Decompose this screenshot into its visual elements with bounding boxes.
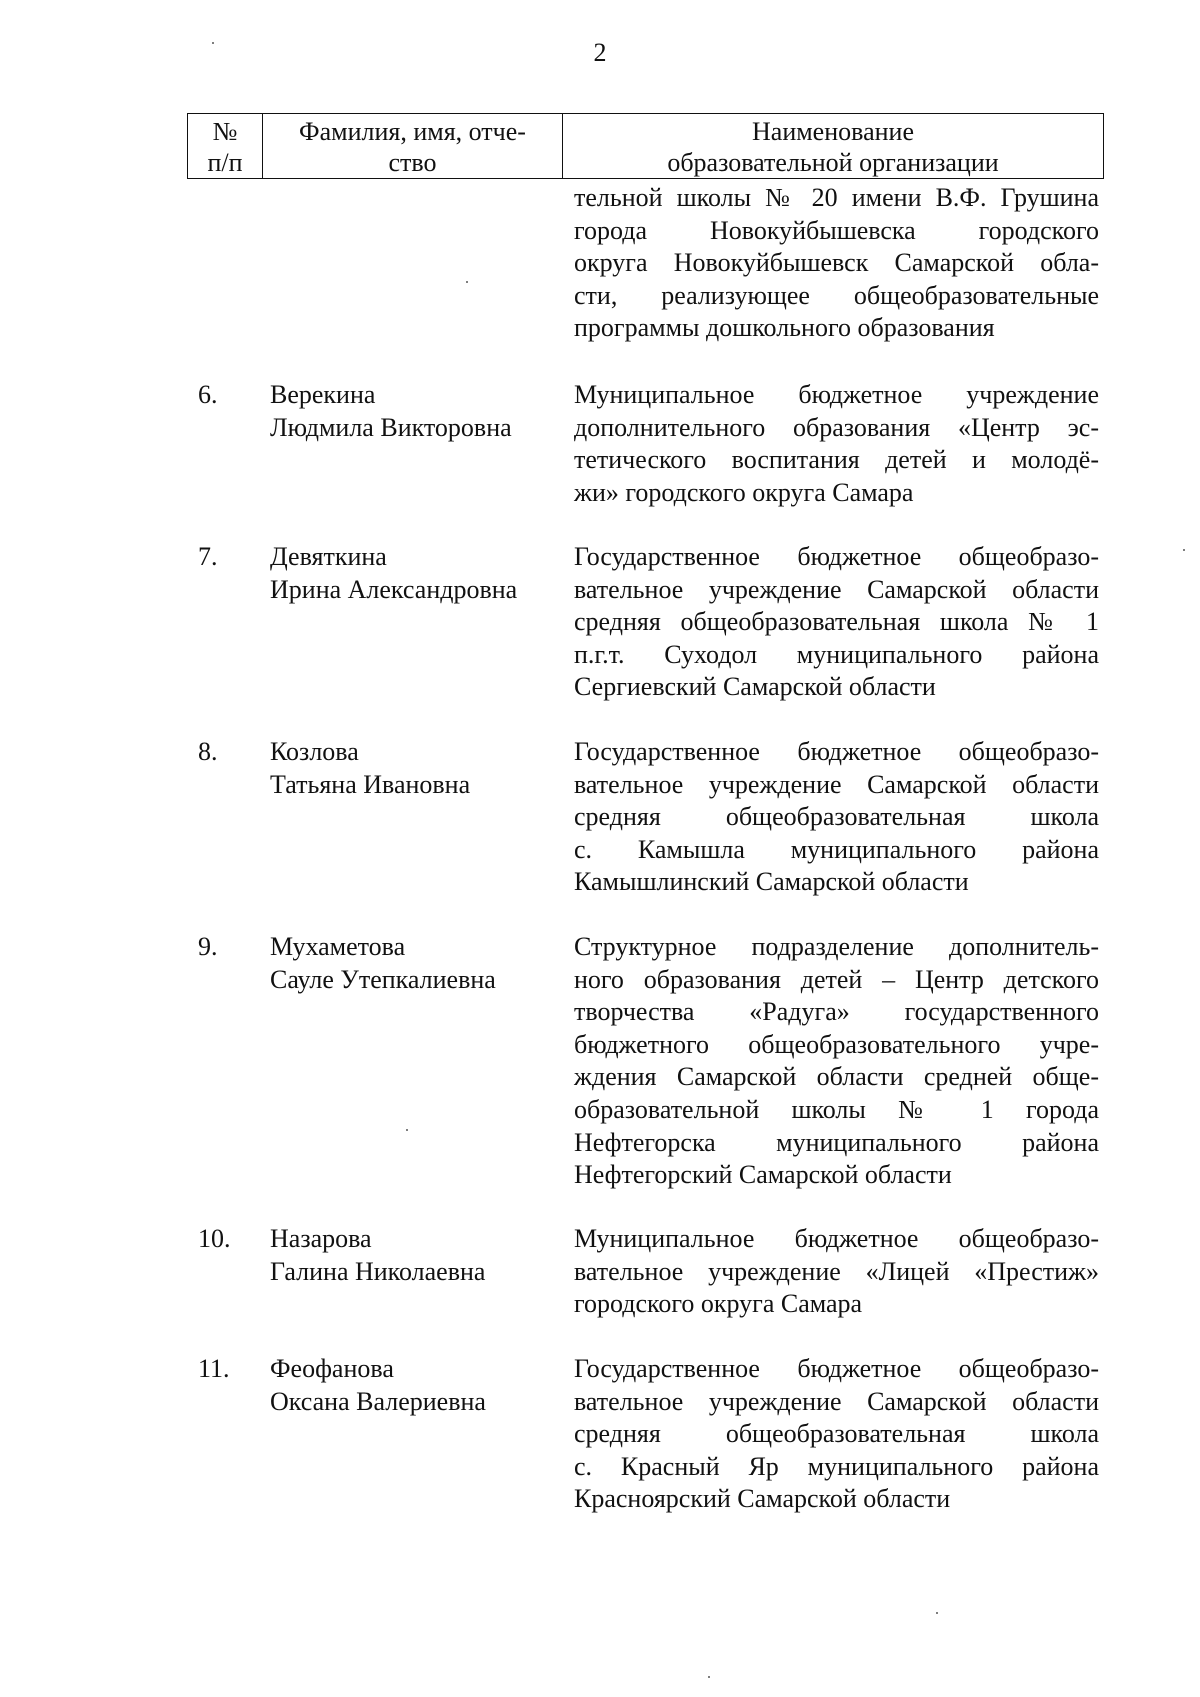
person-name bbox=[270, 379, 570, 444]
header-text: ство bbox=[388, 148, 437, 177]
text-line: образовательной школы № 1 города bbox=[574, 1094, 1099, 1124]
text-line: вательное учреждение Самарской области bbox=[574, 574, 1099, 604]
given-names: Татьяна Ивановна bbox=[270, 769, 471, 799]
header-organization-column bbox=[563, 114, 1103, 178]
organization-name bbox=[574, 1353, 1099, 1516]
text-line: средняя общеобразовательная школа bbox=[574, 1419, 1099, 1449]
text-line: п.г.т. Суходол муниципального района bbox=[574, 639, 1099, 669]
scan-speck bbox=[406, 1129, 408, 1131]
person-name bbox=[270, 1353, 570, 1418]
text-line: ного образования детей – Центр детского bbox=[574, 964, 1099, 994]
surname: Мухаметова bbox=[270, 932, 406, 961]
surname: Верекина bbox=[270, 380, 376, 409]
continuation-organization-text bbox=[574, 182, 1099, 345]
person-name bbox=[270, 541, 570, 606]
organization-name bbox=[574, 1223, 1099, 1321]
given-names: Оксана Валериевна bbox=[270, 1386, 486, 1416]
scan-speck bbox=[1183, 549, 1185, 551]
row-number: 6. bbox=[198, 380, 218, 409]
text-line: Структурное подразделение дополнитель- bbox=[574, 932, 1099, 961]
table-header bbox=[187, 113, 1104, 179]
given-names: Людмила Викторовна bbox=[270, 412, 512, 442]
person-name bbox=[270, 736, 570, 801]
text-line: с. Камышла муниципального района bbox=[574, 834, 1099, 864]
row-number: 7. bbox=[198, 542, 218, 571]
header-text: п/п bbox=[207, 148, 243, 177]
text-line: средняя общеобразовательная школа bbox=[574, 802, 1099, 832]
text-line: округа Новокуйбышевск Самарской обла- bbox=[574, 248, 1099, 278]
row-number: 9. bbox=[198, 932, 218, 961]
row-number: 11. bbox=[198, 1354, 230, 1383]
page-number: 2 bbox=[593, 38, 607, 67]
text-line: городского округа Самара bbox=[574, 1289, 863, 1319]
text-line: Красноярский Самарской области bbox=[574, 1484, 951, 1514]
row-number: 10. bbox=[198, 1224, 231, 1253]
row-number: 8. bbox=[198, 737, 218, 766]
text-line: Государственное бюджетное общеобразо- bbox=[574, 737, 1099, 766]
text-line: сти, реализующее общеобразовательные bbox=[574, 280, 1099, 310]
scan-speck bbox=[708, 1676, 710, 1678]
header-text: Фамилия, имя, отче- bbox=[299, 117, 526, 146]
text-line: Сергиевский Самарской области bbox=[574, 672, 936, 702]
given-names: Галина Николаевна bbox=[270, 1256, 486, 1286]
text-line: с. Красный Яр муниципального района bbox=[574, 1451, 1099, 1481]
text-line: тельной школы № 20 имени В.Ф. Грушина bbox=[574, 183, 1099, 212]
scan-speck bbox=[936, 1612, 938, 1614]
header-text: Наименование bbox=[752, 117, 914, 146]
organization-name bbox=[574, 931, 1099, 1192]
text-line: Муниципальное бюджетное учреждение bbox=[574, 380, 1099, 409]
surname: Девяткина bbox=[270, 542, 387, 571]
text-line: дополнительного образования «Центр эс- bbox=[574, 412, 1099, 442]
text-line: Муниципальное бюджетное общеобразо- bbox=[574, 1224, 1099, 1253]
header-name-column bbox=[263, 114, 563, 178]
surname: Назарова bbox=[270, 1224, 372, 1253]
text-line: Нефтегорский Самарской области bbox=[574, 1160, 952, 1190]
text-line: Государственное бюджетное общеобразо- bbox=[574, 1354, 1099, 1383]
text-line: средняя общеобразовательная школа № 1 bbox=[574, 607, 1099, 637]
text-line: вательное учреждение Самарской области bbox=[574, 769, 1099, 799]
header-text: образовательной организации bbox=[667, 148, 999, 177]
surname: Козлова bbox=[270, 737, 359, 766]
header-text: № bbox=[212, 117, 238, 146]
organization-name bbox=[574, 379, 1099, 509]
header-number-column bbox=[188, 114, 263, 178]
given-names: Ирина Александровна bbox=[270, 574, 518, 604]
surname: Феофанова bbox=[270, 1354, 394, 1383]
organization-name bbox=[574, 541, 1099, 704]
scan-speck bbox=[466, 281, 468, 283]
text-line: жи» городского округа Самара bbox=[574, 477, 914, 507]
text-line: Нефтегорска муниципального района bbox=[574, 1127, 1099, 1157]
text-line: вательное учреждение Самарской области bbox=[574, 1386, 1099, 1416]
person-name bbox=[270, 1223, 570, 1288]
person-name bbox=[270, 931, 570, 996]
text-line: вательное учреждение «Лицей «Престиж» bbox=[574, 1256, 1099, 1286]
text-line: ждения Самарской области средней обще- bbox=[574, 1062, 1099, 1092]
text-line: тетического воспитания детей и молодё- bbox=[574, 445, 1099, 475]
organization-name bbox=[574, 736, 1099, 899]
text-line: бюджетного общеобразовательного учре- bbox=[574, 1029, 1099, 1059]
text-line: программы дошкольного образования bbox=[574, 313, 995, 343]
scan-speck bbox=[212, 42, 214, 44]
text-line: города Новокуйбышевска городского bbox=[574, 215, 1099, 245]
text-line: творчества «Радуга» государственного bbox=[574, 997, 1099, 1027]
given-names: Сауле Утепкалиевна bbox=[270, 964, 496, 994]
text-line: Камышлинский Самарской области bbox=[574, 867, 969, 897]
text-line: Государственное бюджетное общеобразо- bbox=[574, 542, 1099, 571]
